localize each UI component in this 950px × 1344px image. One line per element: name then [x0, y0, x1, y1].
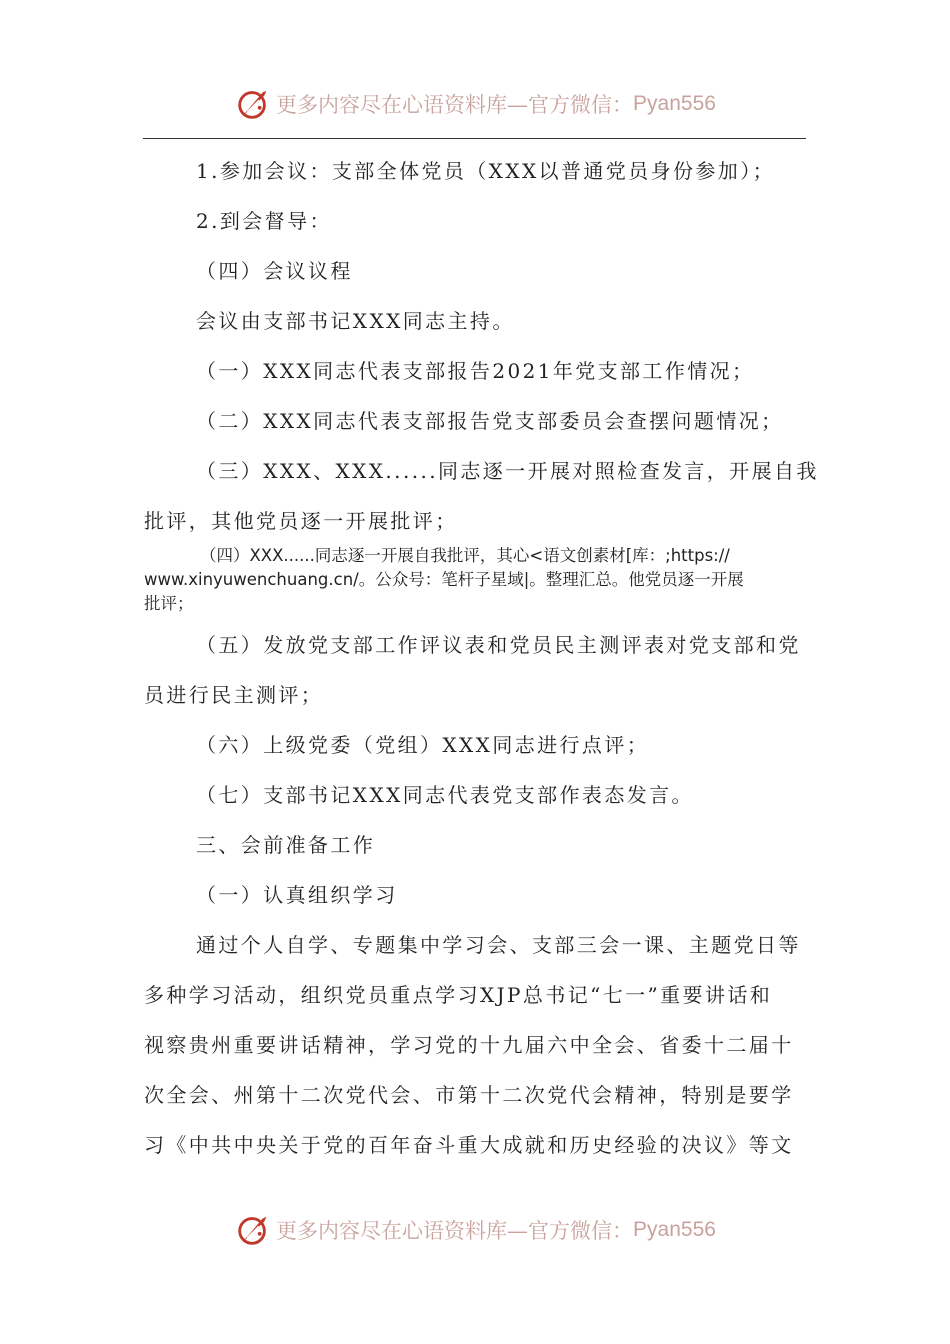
note-line: （四）XXX......同志逐一开展自我批评，其心<语文创素材[库：;https:// — [200, 546, 730, 565]
header-banner-text: 更多内容尽在心语资料库—官方微信： — [276, 93, 634, 117]
header-divider — [143, 138, 806, 139]
quill-pen-logo-icon — [234, 85, 272, 123]
body-line: 会议由支部书记XXX同志主持。 — [196, 309, 515, 333]
body-line: （三）XXX、XXX......同志逐一开展对照检查发言，开展自我 — [196, 459, 819, 483]
footer-wechat-id: Pyan556 — [633, 1218, 716, 1241]
body-line: （一）XXX同志代表支部报告2021年党支部工作情况； — [196, 359, 755, 383]
body-line: （二）XXX同志代表支部报告党支部委员会查摆问题情况； — [196, 409, 784, 433]
body-line: 1.参加会议：支部全体党员（XXX以普通党员身份参加）； — [196, 159, 775, 183]
note-line: 批评； — [144, 594, 194, 613]
body-line: 习《中共中央关于党的百年奋斗重大成就和历史经验的决议》等文 — [144, 1133, 794, 1157]
body-line: （六）上级党委（党组）XXX同志进行点评； — [196, 733, 650, 757]
body-line: （四）会议议程 — [196, 259, 353, 283]
note-line: www.xinyuwenchuang.cn/。公众号：笔杆子星域|。整理汇总。他党员逐一开展 — [144, 570, 744, 589]
body-line: 次全会、州第十二次党代会、市第十二次党代会精神，特别是要学 — [144, 1083, 794, 1107]
inserted-note-paragraph — [144, 544, 806, 616]
header-wechat-id: Pyan556 — [633, 92, 716, 115]
footer-banner-text: 更多内容尽在心语资料库—官方微信： — [276, 1219, 634, 1243]
quill-pen-logo-icon — [234, 1211, 272, 1249]
body-line: （五）发放党支部工作评议表和党员民主测评表对党支部和党 — [196, 633, 801, 657]
body-line: 2.到会督导： — [196, 209, 332, 233]
subsection-heading: （一）认真组织学习 — [196, 883, 398, 907]
body-line: 员进行民主测评； — [144, 683, 324, 707]
section-heading: 三、会前准备工作 — [196, 833, 376, 857]
body-line: 批评，其他党员逐一开展批评； — [144, 509, 458, 533]
body-line: 通过个人自学、专题集中学习会、支部三会一课、主题党日等 — [196, 933, 801, 957]
header-banner — [0, 84, 950, 124]
footer-banner — [0, 1210, 950, 1250]
body-line: 多种学习活动，组织党员重点学习XJP总书记“七一”重要讲话和 — [144, 983, 773, 1007]
body-line: 视察贵州重要讲话精神，学习党的十九届六中全会、省委十二届十 — [144, 1033, 794, 1057]
body-line: （七）支部书记XXX同志代表党支部作表态发言。 — [196, 783, 694, 807]
